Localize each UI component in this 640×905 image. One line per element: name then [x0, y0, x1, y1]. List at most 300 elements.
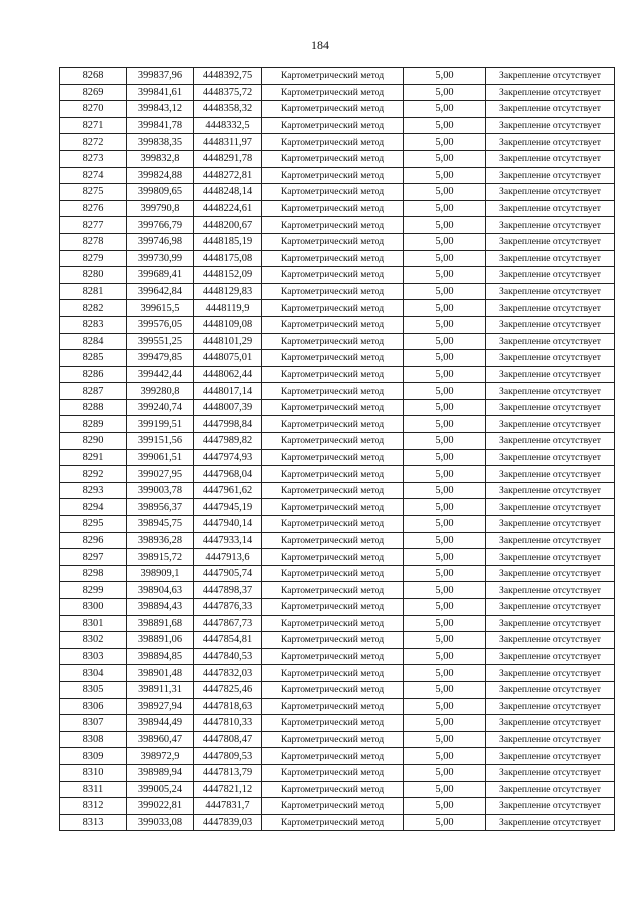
cell-x-coordinate: 399027,95 — [127, 466, 194, 483]
cell-y-coordinate: 4447810,33 — [194, 715, 262, 732]
cell-accuracy: 5,00 — [404, 200, 486, 217]
cell-method: Картометрический метод — [262, 499, 404, 516]
cell-accuracy: 5,00 — [404, 433, 486, 450]
cell-method: Картометрический метод — [262, 383, 404, 400]
cell-x-coordinate: 399746,98 — [127, 233, 194, 250]
cell-method: Картометрический метод — [262, 267, 404, 284]
table-row — [60, 184, 615, 201]
cell-method: Картометрический метод — [262, 399, 404, 416]
cell-fixation-status: Закрепление отсутствует — [486, 499, 615, 516]
cell-point-number: 8298 — [60, 565, 127, 582]
cell-y-coordinate: 4447968,04 — [194, 466, 262, 483]
cell-accuracy: 5,00 — [404, 549, 486, 566]
cell-y-coordinate: 4448109,08 — [194, 316, 262, 333]
cell-accuracy: 5,00 — [404, 68, 486, 85]
cell-x-coordinate: 399576,05 — [127, 316, 194, 333]
cell-fixation-status: Закрепление отсутствует — [486, 366, 615, 383]
cell-point-number: 8279 — [60, 250, 127, 267]
cell-method: Картометрический метод — [262, 84, 404, 101]
cell-fixation-status: Закрепление отсутствует — [486, 565, 615, 582]
cell-method: Картометрический метод — [262, 300, 404, 317]
cell-y-coordinate: 4447940,14 — [194, 516, 262, 533]
cell-accuracy: 5,00 — [404, 499, 486, 516]
cell-accuracy: 5,00 — [404, 681, 486, 698]
cell-accuracy: 5,00 — [404, 781, 486, 798]
cell-fixation-status: Закрепление отсутствует — [486, 350, 615, 367]
cell-fixation-status: Закрепление отсутствует — [486, 217, 615, 234]
cell-x-coordinate: 398945,75 — [127, 516, 194, 533]
table-row — [60, 333, 615, 350]
cell-accuracy: 5,00 — [404, 117, 486, 134]
table-row — [60, 466, 615, 483]
cell-fixation-status: Закрепление отсутствует — [486, 117, 615, 134]
cell-y-coordinate: 4447898,37 — [194, 582, 262, 599]
table-row — [60, 167, 615, 184]
cell-point-number: 8285 — [60, 350, 127, 367]
table-row — [60, 731, 615, 748]
cell-y-coordinate: 4448224,61 — [194, 200, 262, 217]
cell-y-coordinate: 4447808,47 — [194, 731, 262, 748]
cell-fixation-status: Закрепление отсутствует — [486, 383, 615, 400]
cell-point-number: 8290 — [60, 433, 127, 450]
cell-x-coordinate: 398960,47 — [127, 731, 194, 748]
cell-method: Картометрический метод — [262, 466, 404, 483]
table-row — [60, 814, 615, 831]
cell-accuracy: 5,00 — [404, 665, 486, 682]
cell-x-coordinate: 399730,99 — [127, 250, 194, 267]
cell-accuracy: 5,00 — [404, 731, 486, 748]
cell-fixation-status: Закрепление отсутствует — [486, 167, 615, 184]
cell-method: Картометрический метод — [262, 615, 404, 632]
cell-method: Картометрический метод — [262, 68, 404, 85]
cell-y-coordinate: 4447813,79 — [194, 764, 262, 781]
cell-point-number: 8271 — [60, 117, 127, 134]
table-row — [60, 648, 615, 665]
cell-x-coordinate: 399809,65 — [127, 184, 194, 201]
cell-point-number: 8276 — [60, 200, 127, 217]
cell-method: Картометрический метод — [262, 117, 404, 134]
table-row — [60, 316, 615, 333]
cell-point-number: 8268 — [60, 68, 127, 85]
cell-fixation-status: Закрепление отсутствует — [486, 416, 615, 433]
cell-y-coordinate: 4448392,75 — [194, 68, 262, 85]
cell-x-coordinate: 399843,12 — [127, 101, 194, 118]
table-row — [60, 798, 615, 815]
table-row — [60, 200, 615, 217]
cell-point-number: 8291 — [60, 449, 127, 466]
cell-accuracy: 5,00 — [404, 466, 486, 483]
cell-point-number: 8296 — [60, 532, 127, 549]
cell-y-coordinate: 4447876,33 — [194, 599, 262, 616]
cell-accuracy: 5,00 — [404, 698, 486, 715]
cell-x-coordinate: 399061,51 — [127, 449, 194, 466]
cell-fixation-status: Закрепление отсутствует — [486, 84, 615, 101]
cell-fixation-status: Закрепление отсутствует — [486, 283, 615, 300]
cell-y-coordinate: 4447998,84 — [194, 416, 262, 433]
cell-accuracy: 5,00 — [404, 482, 486, 499]
table-row — [60, 366, 615, 383]
cell-x-coordinate: 399479,85 — [127, 350, 194, 367]
cell-method: Картометрический метод — [262, 516, 404, 533]
table-row — [60, 350, 615, 367]
table-row — [60, 416, 615, 433]
cell-point-number: 8288 — [60, 399, 127, 416]
cell-x-coordinate: 399766,79 — [127, 217, 194, 234]
cell-y-coordinate: 4448017,14 — [194, 383, 262, 400]
cell-x-coordinate: 399033,08 — [127, 814, 194, 831]
cell-point-number: 8284 — [60, 333, 127, 350]
cell-x-coordinate: 398915,72 — [127, 549, 194, 566]
cell-accuracy: 5,00 — [404, 300, 486, 317]
cell-y-coordinate: 4447913,6 — [194, 549, 262, 566]
table-row — [60, 781, 615, 798]
cell-x-coordinate: 398936,28 — [127, 532, 194, 549]
cell-accuracy: 5,00 — [404, 449, 486, 466]
cell-point-number: 8293 — [60, 482, 127, 499]
cell-method: Картометрический метод — [262, 731, 404, 748]
cell-y-coordinate: 4447974,93 — [194, 449, 262, 466]
table-row — [60, 582, 615, 599]
cell-method: Картометрический метод — [262, 316, 404, 333]
cell-fixation-status: Закрепление отсутствует — [486, 233, 615, 250]
cell-x-coordinate: 399837,96 — [127, 68, 194, 85]
cell-fixation-status: Закрепление отсутствует — [486, 549, 615, 566]
table-row — [60, 217, 615, 234]
cell-y-coordinate: 4447809,53 — [194, 748, 262, 765]
cell-method: Картометрический метод — [262, 184, 404, 201]
cell-accuracy: 5,00 — [404, 134, 486, 151]
cell-y-coordinate: 4447989,82 — [194, 433, 262, 450]
table-row — [60, 84, 615, 101]
cell-point-number: 8275 — [60, 184, 127, 201]
cell-x-coordinate: 399841,61 — [127, 84, 194, 101]
cell-accuracy: 5,00 — [404, 316, 486, 333]
cell-x-coordinate: 398989,94 — [127, 764, 194, 781]
cell-method: Картометрический метод — [262, 350, 404, 367]
cell-fixation-status: Закрепление отсутствует — [486, 250, 615, 267]
cell-x-coordinate: 399240,74 — [127, 399, 194, 416]
cell-x-coordinate: 398904,63 — [127, 582, 194, 599]
cell-y-coordinate: 4448200,67 — [194, 217, 262, 234]
table-row — [60, 250, 615, 267]
table-row — [60, 549, 615, 566]
cell-x-coordinate: 398911,31 — [127, 681, 194, 698]
cell-x-coordinate: 398894,43 — [127, 599, 194, 616]
cell-method: Картометрический метод — [262, 632, 404, 649]
cell-fixation-status: Закрепление отсутствует — [486, 798, 615, 815]
cell-accuracy: 5,00 — [404, 333, 486, 350]
cell-method: Картометрический метод — [262, 698, 404, 715]
cell-x-coordinate: 398909,1 — [127, 565, 194, 582]
table-row — [60, 101, 615, 118]
cell-point-number: 8310 — [60, 764, 127, 781]
cell-y-coordinate: 4448129,83 — [194, 283, 262, 300]
cell-method: Картометрический метод — [262, 250, 404, 267]
cell-fixation-status: Закрепление отсутствует — [486, 300, 615, 317]
cell-fixation-status: Закрепление отсутствует — [486, 316, 615, 333]
cell-accuracy: 5,00 — [404, 167, 486, 184]
cell-point-number: 8278 — [60, 233, 127, 250]
cell-y-coordinate: 4447839,03 — [194, 814, 262, 831]
cell-method: Картометрический метод — [262, 764, 404, 781]
cell-point-number: 8309 — [60, 748, 127, 765]
cell-method: Картометрический метод — [262, 715, 404, 732]
table-row — [60, 267, 615, 284]
cell-y-coordinate: 4447825,46 — [194, 681, 262, 698]
cell-y-coordinate: 4448007,39 — [194, 399, 262, 416]
cell-point-number: 8304 — [60, 665, 127, 682]
cell-method: Картометрический метод — [262, 565, 404, 582]
cell-fixation-status: Закрепление отсутствует — [486, 449, 615, 466]
table-row — [60, 698, 615, 715]
cell-x-coordinate: 398894,85 — [127, 648, 194, 665]
table-row — [60, 764, 615, 781]
table-row — [60, 516, 615, 533]
cell-x-coordinate: 399151,56 — [127, 433, 194, 450]
cell-x-coordinate: 399442,44 — [127, 366, 194, 383]
cell-point-number: 8286 — [60, 366, 127, 383]
cell-method: Картометрический метод — [262, 549, 404, 566]
cell-fixation-status: Закрепление отсутствует — [486, 698, 615, 715]
cell-method: Картометрический метод — [262, 433, 404, 450]
cell-x-coordinate: 399615,5 — [127, 300, 194, 317]
cell-point-number: 8303 — [60, 648, 127, 665]
cell-accuracy: 5,00 — [404, 599, 486, 616]
cell-accuracy: 5,00 — [404, 582, 486, 599]
cell-fixation-status: Закрепление отсутствует — [486, 399, 615, 416]
cell-accuracy: 5,00 — [404, 101, 486, 118]
table-row — [60, 134, 615, 151]
cell-fixation-status: Закрепление отсутствует — [486, 731, 615, 748]
cell-point-number: 8274 — [60, 167, 127, 184]
cell-accuracy: 5,00 — [404, 764, 486, 781]
cell-accuracy: 5,00 — [404, 565, 486, 582]
table-row — [60, 300, 615, 317]
cell-point-number: 8272 — [60, 134, 127, 151]
cell-y-coordinate: 4448291,78 — [194, 150, 262, 167]
cell-y-coordinate: 4448332,5 — [194, 117, 262, 134]
cell-accuracy: 5,00 — [404, 217, 486, 234]
cell-fixation-status: Закрепление отсутствует — [486, 665, 615, 682]
cell-x-coordinate: 399199,51 — [127, 416, 194, 433]
cell-point-number: 8277 — [60, 217, 127, 234]
cell-accuracy: 5,00 — [404, 184, 486, 201]
cell-x-coordinate: 399841,78 — [127, 117, 194, 134]
cell-method: Картометрический метод — [262, 681, 404, 698]
cell-method: Картометрический метод — [262, 217, 404, 234]
cell-fixation-status: Закрепление отсутствует — [486, 599, 615, 616]
cell-point-number: 8270 — [60, 101, 127, 118]
cell-method: Картометрический метод — [262, 416, 404, 433]
cell-point-number: 8300 — [60, 599, 127, 616]
cell-method: Картометрический метод — [262, 134, 404, 151]
cell-point-number: 8287 — [60, 383, 127, 400]
cell-fixation-status: Закрепление отсутствует — [486, 101, 615, 118]
cell-method: Картометрический метод — [262, 167, 404, 184]
table-row — [60, 532, 615, 549]
cell-y-coordinate: 4448101,29 — [194, 333, 262, 350]
cell-accuracy: 5,00 — [404, 715, 486, 732]
cell-y-coordinate: 4448185,19 — [194, 233, 262, 250]
cell-fixation-status: Закрепление отсутствует — [486, 150, 615, 167]
table-row — [60, 482, 615, 499]
cell-point-number: 8295 — [60, 516, 127, 533]
cell-y-coordinate: 4448272,81 — [194, 167, 262, 184]
cell-y-coordinate: 4447945,19 — [194, 499, 262, 516]
cell-accuracy: 5,00 — [404, 416, 486, 433]
cell-accuracy: 5,00 — [404, 350, 486, 367]
table-row — [60, 681, 615, 698]
cell-method: Картометрический метод — [262, 582, 404, 599]
cell-point-number: 8308 — [60, 731, 127, 748]
cell-y-coordinate: 4447832,03 — [194, 665, 262, 682]
cell-accuracy: 5,00 — [404, 814, 486, 831]
cell-point-number: 8273 — [60, 150, 127, 167]
cell-x-coordinate: 398972,9 — [127, 748, 194, 765]
cell-x-coordinate: 399551,25 — [127, 333, 194, 350]
cell-accuracy: 5,00 — [404, 250, 486, 267]
cell-fixation-status: Закрепление отсутствует — [486, 615, 615, 632]
cell-y-coordinate: 4447854,81 — [194, 632, 262, 649]
cell-point-number: 8299 — [60, 582, 127, 599]
cell-method: Картометрический метод — [262, 150, 404, 167]
cell-point-number: 8313 — [60, 814, 127, 831]
cell-y-coordinate: 4448358,32 — [194, 101, 262, 118]
table-row — [60, 615, 615, 632]
cell-y-coordinate: 4447818,63 — [194, 698, 262, 715]
cell-accuracy: 5,00 — [404, 748, 486, 765]
cell-method: Картометрический метод — [262, 200, 404, 217]
cell-point-number: 8312 — [60, 798, 127, 815]
table-row — [60, 665, 615, 682]
cell-y-coordinate: 4447905,74 — [194, 565, 262, 582]
cell-point-number: 8269 — [60, 84, 127, 101]
cell-x-coordinate: 398927,94 — [127, 698, 194, 715]
cell-method: Картометрический метод — [262, 233, 404, 250]
cell-point-number: 8283 — [60, 316, 127, 333]
cell-y-coordinate: 4448175,08 — [194, 250, 262, 267]
cell-method: Картометрический метод — [262, 101, 404, 118]
cell-x-coordinate: 399642,84 — [127, 283, 194, 300]
table-row — [60, 399, 615, 416]
cell-fixation-status: Закрепление отсутствует — [486, 333, 615, 350]
table-row — [60, 499, 615, 516]
cell-method: Картометрический метод — [262, 814, 404, 831]
cell-accuracy: 5,00 — [404, 233, 486, 250]
cell-point-number: 8281 — [60, 283, 127, 300]
cell-fixation-status: Закрепление отсутствует — [486, 184, 615, 201]
cell-point-number: 8302 — [60, 632, 127, 649]
cell-y-coordinate: 4448375,72 — [194, 84, 262, 101]
cell-point-number: 8311 — [60, 781, 127, 798]
cell-point-number: 8306 — [60, 698, 127, 715]
cell-method: Картометрический метод — [262, 599, 404, 616]
cell-x-coordinate: 398901,48 — [127, 665, 194, 682]
table-row — [60, 565, 615, 582]
table-row — [60, 150, 615, 167]
cell-point-number: 8307 — [60, 715, 127, 732]
table-row — [60, 748, 615, 765]
cell-x-coordinate: 399003,78 — [127, 482, 194, 499]
cell-accuracy: 5,00 — [404, 399, 486, 416]
cell-accuracy: 5,00 — [404, 532, 486, 549]
table-row — [60, 715, 615, 732]
cell-y-coordinate: 4447840,53 — [194, 648, 262, 665]
table-row — [60, 117, 615, 134]
cell-accuracy: 5,00 — [404, 267, 486, 284]
cell-fixation-status: Закрепление отсутствует — [486, 466, 615, 483]
cell-accuracy: 5,00 — [404, 798, 486, 815]
cell-accuracy: 5,00 — [404, 615, 486, 632]
cell-method: Картометрический метод — [262, 482, 404, 499]
cell-x-coordinate: 399689,41 — [127, 267, 194, 284]
cell-accuracy: 5,00 — [404, 383, 486, 400]
table-row — [60, 68, 615, 85]
cell-x-coordinate: 399832,8 — [127, 150, 194, 167]
cell-point-number: 8289 — [60, 416, 127, 433]
cell-accuracy: 5,00 — [404, 648, 486, 665]
cell-x-coordinate: 398956,37 — [127, 499, 194, 516]
cell-method: Картометрический метод — [262, 798, 404, 815]
cell-x-coordinate: 399022,81 — [127, 798, 194, 815]
cell-x-coordinate: 399790,8 — [127, 200, 194, 217]
cell-accuracy: 5,00 — [404, 366, 486, 383]
cell-point-number: 8305 — [60, 681, 127, 698]
cell-fixation-status: Закрепление отсутствует — [486, 715, 615, 732]
cell-fixation-status: Закрепление отсутствует — [486, 433, 615, 450]
table-row — [60, 599, 615, 616]
cell-fixation-status: Закрепление отсутствует — [486, 781, 615, 798]
cell-y-coordinate: 4447831,7 — [194, 798, 262, 815]
cell-y-coordinate: 4448248,14 — [194, 184, 262, 201]
cell-point-number: 8301 — [60, 615, 127, 632]
cell-x-coordinate: 398891,06 — [127, 632, 194, 649]
cell-method: Картометрический метод — [262, 283, 404, 300]
cell-point-number: 8282 — [60, 300, 127, 317]
cell-fixation-status: Закрепление отсутствует — [486, 648, 615, 665]
page-number: 184 — [311, 38, 329, 52]
cell-y-coordinate: 4448311,97 — [194, 134, 262, 151]
cell-fixation-status: Закрепление отсутствует — [486, 267, 615, 284]
cell-x-coordinate: 399280,8 — [127, 383, 194, 400]
cell-y-coordinate: 4447867,73 — [194, 615, 262, 632]
cell-y-coordinate: 4448062,44 — [194, 366, 262, 383]
cell-accuracy: 5,00 — [404, 283, 486, 300]
cell-method: Картометрический метод — [262, 333, 404, 350]
coordinates-table-body — [60, 68, 615, 831]
cell-method: Картометрический метод — [262, 781, 404, 798]
cell-point-number: 8297 — [60, 549, 127, 566]
cell-fixation-status: Закрепление отсутствует — [486, 748, 615, 765]
cell-fixation-status: Закрепление отсутствует — [486, 582, 615, 599]
table-row — [60, 233, 615, 250]
cell-method: Картометрический метод — [262, 366, 404, 383]
cell-y-coordinate: 4447821,12 — [194, 781, 262, 798]
cell-accuracy: 5,00 — [404, 516, 486, 533]
cell-point-number: 8280 — [60, 267, 127, 284]
cell-fixation-status: Закрепление отсутствует — [486, 134, 615, 151]
cell-x-coordinate: 398891,68 — [127, 615, 194, 632]
cell-accuracy: 5,00 — [404, 632, 486, 649]
cell-fixation-status: Закрепление отсутствует — [486, 482, 615, 499]
cell-y-coordinate: 4447933,14 — [194, 532, 262, 549]
table-row — [60, 433, 615, 450]
table-row — [60, 449, 615, 466]
cell-fixation-status: Закрепление отсутствует — [486, 516, 615, 533]
coordinates-table — [59, 67, 615, 831]
cell-x-coordinate: 399838,35 — [127, 134, 194, 151]
cell-method: Картометрический метод — [262, 665, 404, 682]
